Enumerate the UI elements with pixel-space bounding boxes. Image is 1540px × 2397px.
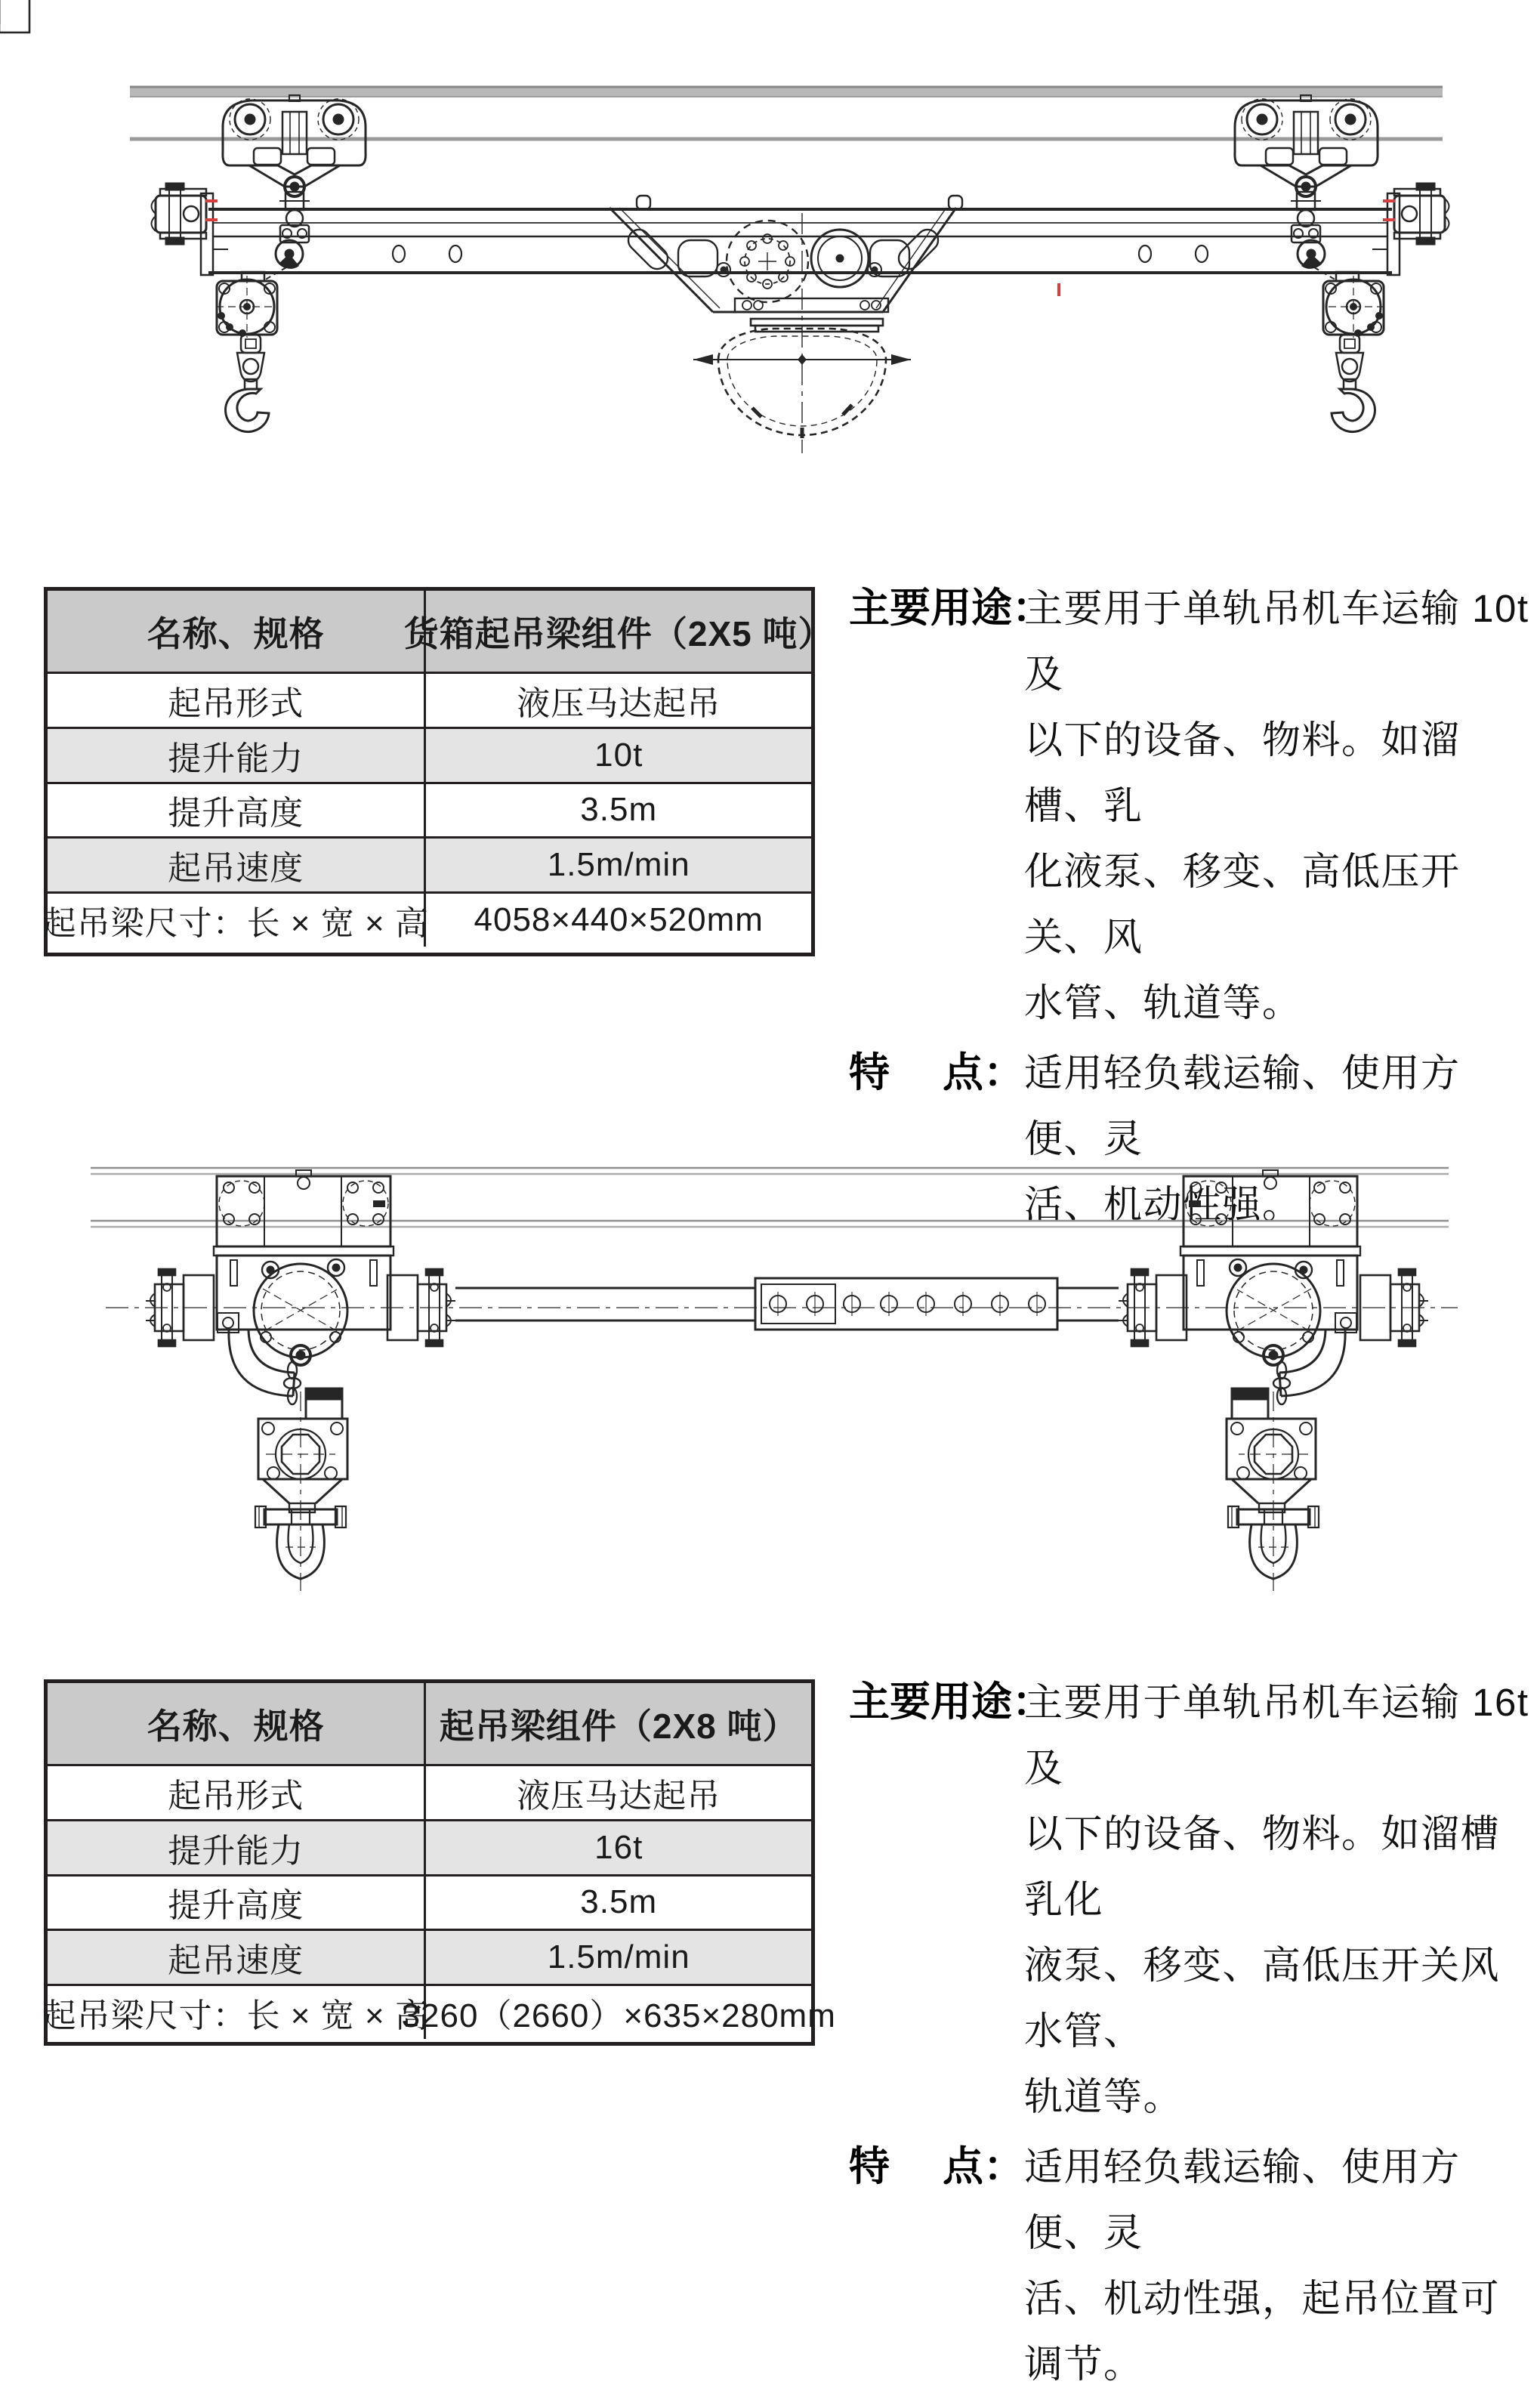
lifting-beam bbox=[208, 209, 1392, 273]
pendant-link bbox=[263, 210, 309, 281]
table-row bbox=[48, 1929, 811, 1984]
motor-housing bbox=[217, 1256, 390, 1358]
header-cell: 货箱起吊梁组件（2X5 吨） bbox=[403, 613, 834, 653]
hanger-body bbox=[258, 1419, 347, 1512]
spec-table-2x8 bbox=[42, 1679, 836, 2046]
rail-trolley bbox=[223, 95, 366, 210]
table-header-row bbox=[48, 1683, 811, 1764]
spec-value: 3.5m bbox=[580, 791, 658, 829]
table-row bbox=[48, 727, 811, 782]
spec-label: 提升能力 bbox=[48, 729, 426, 782]
suspension-block bbox=[306, 1388, 342, 1419]
bell-housing bbox=[693, 213, 911, 453]
beam-end-bracket bbox=[152, 184, 229, 275]
hydraulic-motor bbox=[811, 230, 869, 287]
usage-line: 主要用于单轨吊机车运输 16t 及 bbox=[1024, 1681, 1529, 1790]
usage-line: 水管、轨道等。 bbox=[1024, 981, 1302, 1024]
usage-line: 以下的设备、物料。如溜槽、乳 bbox=[1024, 718, 1461, 827]
usage-line: 化液泵、移变、高低压开关、风 bbox=[1024, 850, 1461, 959]
adjustment-holes bbox=[770, 1292, 1045, 1316]
feature-line: 活、机动性强，起吊位置可调节。 bbox=[1024, 2277, 1501, 2386]
spec-value: 16t bbox=[594, 1828, 643, 1866]
features-paragraph bbox=[849, 2134, 1533, 2397]
hook-icon bbox=[226, 389, 269, 432]
spec-label: 提升高度 bbox=[48, 784, 426, 837]
table-header-row bbox=[48, 591, 834, 672]
spec-value: 1.5m/min bbox=[547, 1938, 690, 1976]
info-block-2x8 bbox=[849, 1670, 1533, 2397]
table-row bbox=[48, 672, 811, 727]
spec-value: 3260（2660）×635×280mm bbox=[401, 1997, 836, 2035]
header-cell: 起吊梁组件（2X8 吨） bbox=[439, 1706, 798, 1746]
usage-paragraph bbox=[849, 1670, 1533, 2130]
spec-value: 4058×440×520mm bbox=[474, 901, 764, 939]
usage-line: 主要用于单轨吊机车运输 10t 及 bbox=[1024, 587, 1529, 696]
table-row bbox=[42, 1984, 836, 2039]
table-row bbox=[48, 836, 811, 891]
spec-label: 起吊形式 bbox=[48, 1766, 426, 1819]
spec-value: 10t bbox=[594, 736, 643, 774]
spec-label: 起吊速度 bbox=[48, 1931, 426, 1984]
feature-line: 适用轻负载运输、使用方便、灵 bbox=[1024, 1052, 1461, 1160]
features-label: 特 点： bbox=[849, 1050, 1024, 1095]
table-row bbox=[48, 1819, 811, 1874]
telescopic-beam bbox=[455, 1278, 1119, 1330]
usage-line: 轨道等。 bbox=[1024, 2075, 1184, 2118]
spec-value: 液压马达起吊 bbox=[517, 684, 721, 722]
rail-carriage bbox=[214, 1170, 393, 1256]
usage-label: 主要用途： bbox=[849, 585, 1053, 631]
spec-value: 3.5m bbox=[580, 1883, 658, 1921]
hoist-beam-drawing-2x5 bbox=[0, 0, 1540, 559]
usage-label: 主要用途： bbox=[849, 1679, 1053, 1725]
gear-flange bbox=[727, 221, 808, 302]
spec-label: 起吊梁尺寸：长 × 宽 × 高 bbox=[48, 894, 426, 947]
hoist-beam-drawing-2x8 bbox=[0, 1099, 1540, 1632]
spec-label: 提升高度 bbox=[48, 1877, 426, 1929]
table-row bbox=[42, 891, 811, 947]
feature-line: 活、机动性强。 bbox=[1024, 1183, 1302, 1226]
spec-label: 起吊形式 bbox=[48, 674, 426, 727]
usage-line: 以下的设备、物料。如溜槽乳化 bbox=[1024, 1812, 1501, 1921]
table-row bbox=[48, 782, 811, 837]
spec-label: 提升能力 bbox=[48, 1821, 426, 1874]
table-row bbox=[48, 1764, 811, 1819]
table-row bbox=[48, 1874, 811, 1929]
features-label: 特 点： bbox=[849, 2144, 1024, 2189]
usage-line: 液泵、移变、高低压开关风水管、 bbox=[1024, 1944, 1501, 2053]
spec-label: 起吊速度 bbox=[48, 839, 426, 891]
spec-value: 液压马达起吊 bbox=[517, 1777, 721, 1815]
chain-hoist bbox=[216, 272, 278, 389]
spec-label: 起吊梁尺寸：长 × 宽 × 高 bbox=[48, 1986, 426, 2039]
spec-value: 1.5m/min bbox=[547, 846, 690, 884]
header-cell: 名称、规格 bbox=[48, 1683, 426, 1764]
central-drive-unit bbox=[610, 196, 962, 312]
feature-line: 适用轻负载运输、使用方便、灵 bbox=[1024, 2145, 1461, 2254]
usage-paragraph bbox=[849, 576, 1533, 1036]
beam-web-holes bbox=[393, 246, 1208, 262]
spec-table-2x5 bbox=[42, 587, 834, 956]
header-cell: 名称、规格 bbox=[48, 591, 426, 672]
